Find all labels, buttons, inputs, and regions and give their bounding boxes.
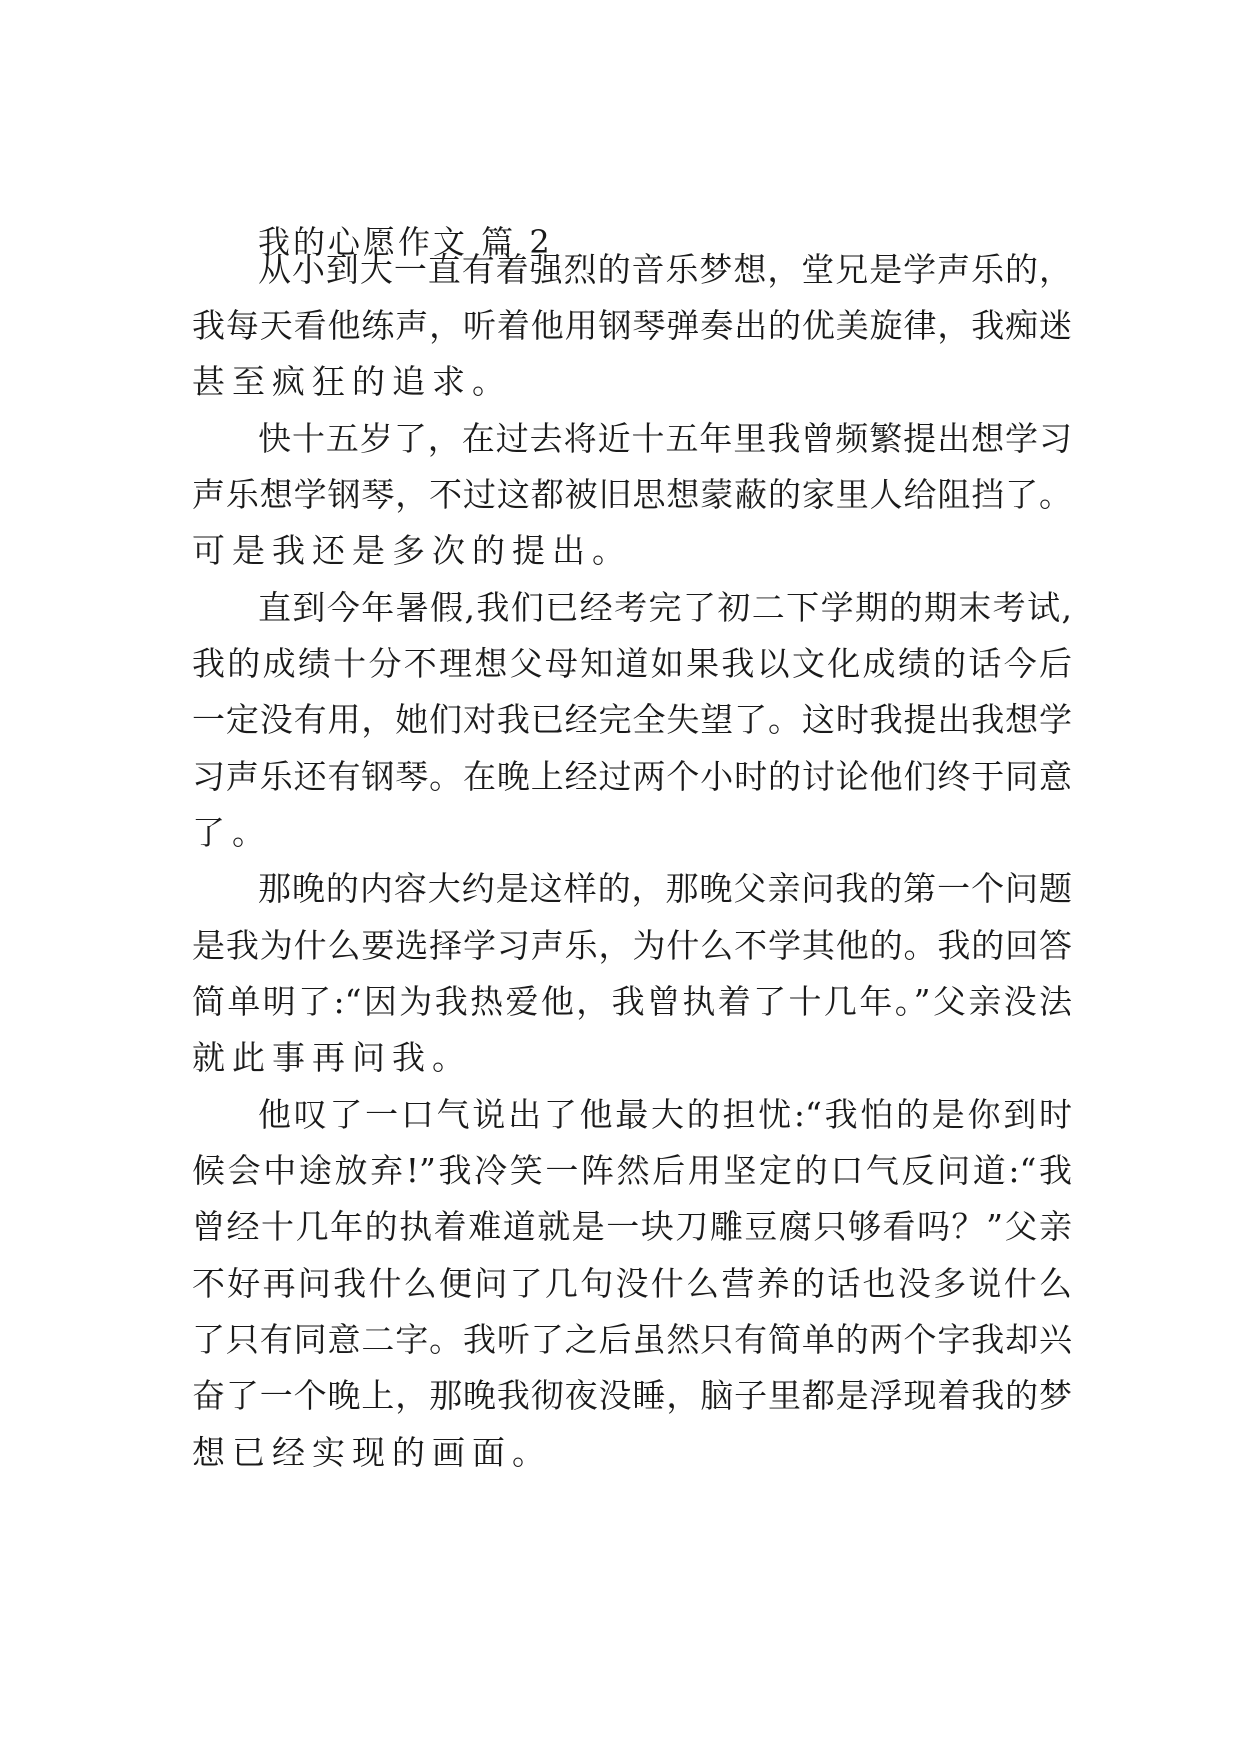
essay-title: 我的心愿作文 篇 2 — [258, 223, 553, 261]
paragraph-5-line-4: 不好再问我什么便问了几句没什么营养的话也没多说什么 — [192, 1264, 1072, 1303]
paragraph-1-line-3: 甚至疯狂的追求。 — [192, 362, 512, 401]
paragraph-4-line-4: 就此事再问我。 — [192, 1038, 472, 1077]
paragraph-5-line-7: 想已经实现的画面。 — [192, 1433, 552, 1472]
paragraph-4-line-2: 是我为什么要选择学习声乐，为什么不学其他的。我的回答 — [192, 926, 1072, 965]
paragraph-2-line-3: 可是我还是多次的提出。 — [192, 531, 632, 570]
paragraph-5-line-6: 奋了一个晚上，那晚我彻夜没睡，脑子里都是浮现着我的梦 — [192, 1376, 1072, 1415]
paragraph-5-line-2: 候会中途放弃!”我冷笑一阵然后用坚定的口气反问道:“我 — [192, 1151, 1072, 1190]
paragraph-4-line-3: 简单明了:“因为我热爱他，我曾执着了十几年。”父亲没法 — [192, 982, 1072, 1021]
paragraph-5-line-1: 他叹了一口气说出了他最大的担忧:“我怕的是你到时 — [258, 1095, 1072, 1134]
paragraph-3-line-3: 一定没有用，她们对我已经完全失望了。这时我提出我想学 — [192, 700, 1072, 739]
paragraph-1-line-2: 我每天看他练声，听着他用钢琴弹奏出的优美旋律，我痴迷 — [192, 306, 1072, 345]
paragraph-3-line-4: 习声乐还有钢琴。在晚上经过两个小时的讨论他们终于同意 — [192, 757, 1072, 796]
paragraph-1-line-1: 从小到大一直有着强烈的音乐梦想，堂兄是学声乐的， — [258, 250, 1072, 289]
paragraph-3-line-5: 了。 — [192, 813, 272, 852]
paragraph-5-line-3: 曾经十几年的执着难道就是一块刀雕豆腐只够看吗？”父亲 — [192, 1207, 1072, 1246]
paragraph-3-line-1: 直到今年暑假,我们已经考完了初二下学期的期末考试, — [258, 588, 1072, 627]
paragraph-2-line-1: 快十五岁了，在过去将近十五年里我曾频繁提出想学习 — [258, 419, 1072, 458]
paragraph-4-line-1: 那晚的内容大约是这样的，那晚父亲问我的第一个问题 — [258, 869, 1072, 908]
paragraph-2-line-2: 声乐想学钢琴，不过这都被旧思想蒙蔽的家里人给阻挡了。 — [192, 475, 1072, 514]
paragraph-3-line-2: 我的成绩十分不理想父母知道如果我以文化成绩的话今后 — [192, 644, 1072, 683]
paragraph-5-line-5: 了只有同意二字。我听了之后虽然只有简单的两个字我却兴 — [192, 1320, 1072, 1359]
